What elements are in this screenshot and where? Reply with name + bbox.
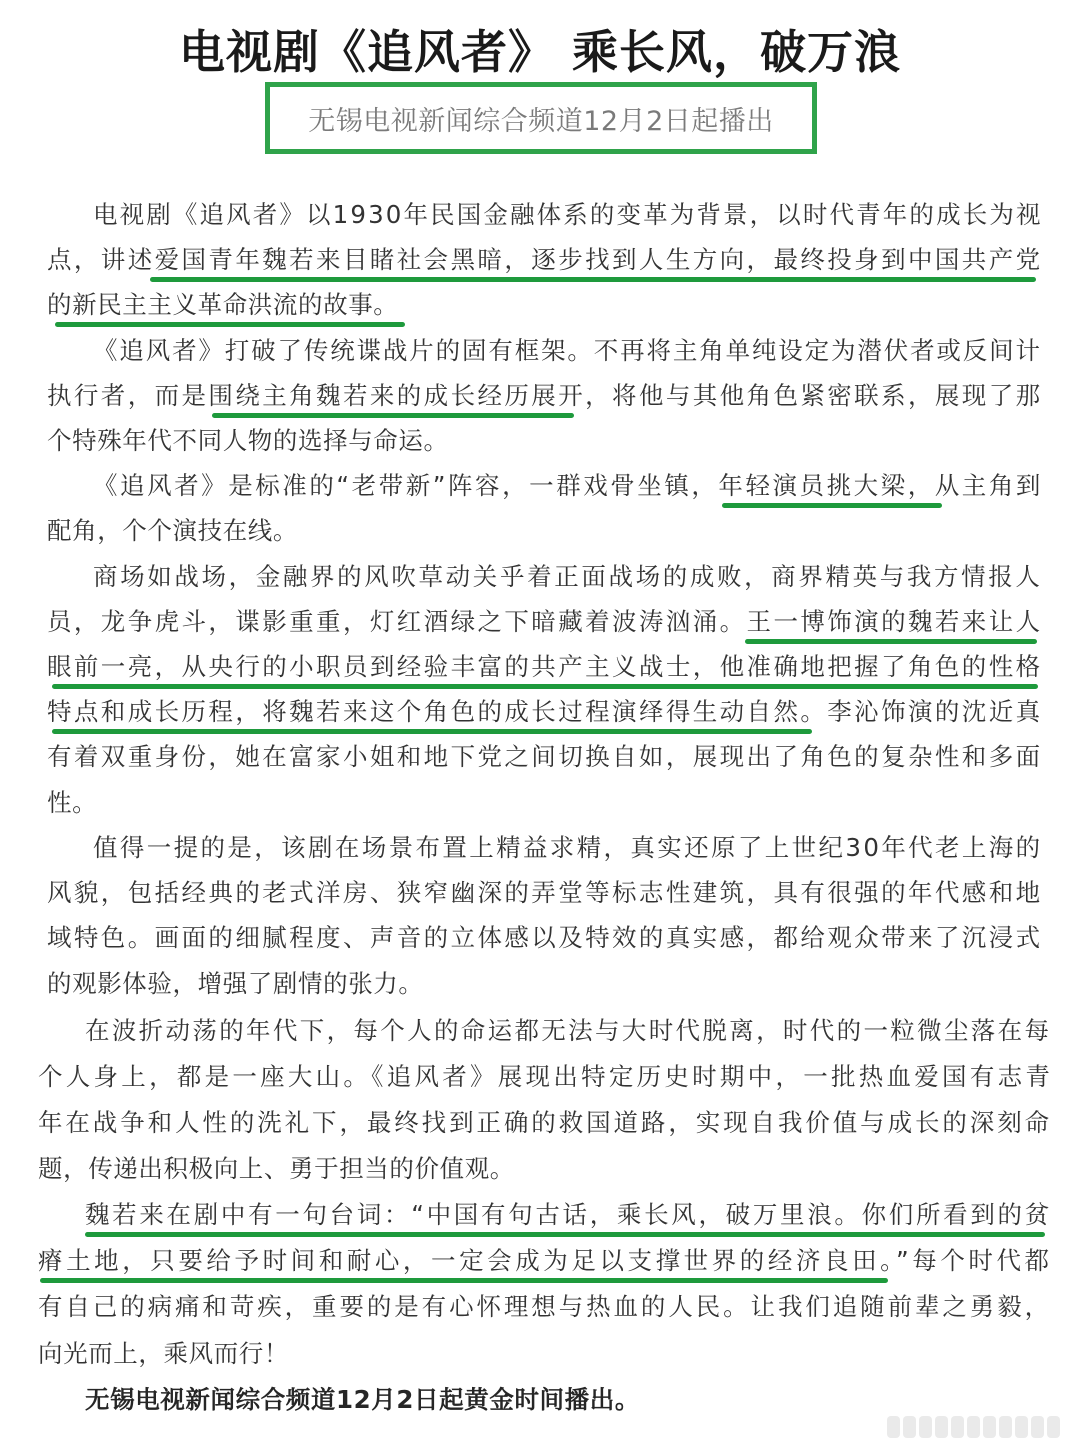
text-line: 年在战争和人性的洗礼下，最终找到正确的救国道路，实现自我价值与成长的深刻命 <box>38 1108 1053 1137</box>
scan-smudge <box>100 786 1020 812</box>
text-line: 眼前一亮，从央行的小职员到经验丰富的共产主义战士，他准确地把握了角色的性格 <box>47 652 1043 681</box>
underline-mark <box>722 503 942 508</box>
text-line: 的新民主主义革命洪流的故事。 <box>47 290 399 319</box>
text-line: 向光而上，乘风而行！ <box>38 1339 289 1368</box>
text-line: 的观影体验，增强了剧情的张力。 <box>47 969 424 998</box>
subtitle: 无锡电视新闻综合频道12月2日起播出 <box>308 105 774 137</box>
underline-mark <box>150 277 1036 282</box>
text-line: 瘠土地，只要给予时间和耐心，一定会成为足以支撑世界的经济良田。”每个时代都 <box>38 1246 1053 1275</box>
text-line: 魏若来在剧中有一句台词：“中国有句古话，乘长风，破万里浪。你们所看到的贫 <box>85 1200 1052 1229</box>
text-line: 题，传递出积极向上、勇于担当的价值观。 <box>38 1154 515 1183</box>
text-line: 有着双重身份，她在富家小姐和地下党之间切换自如，展现出了角色的复杂性和多面 <box>47 742 1043 771</box>
text-line: 电视剧《追风者》以1930年民国金融体系的变革为背景，以时代青年的成长为视 <box>93 200 1043 229</box>
text-line: 域特色。画面的细腻程度、声音的立体感以及特效的真实感，都给观众带来了沉浸式 <box>47 923 1043 952</box>
text-line: 值得一提的是，该剧在场景布置上精益求精，真实还原了上世纪30年代老上海的 <box>93 833 1043 862</box>
watermark-graphic <box>887 1416 1060 1438</box>
subtitle-highlight-box <box>265 82 817 154</box>
text-line: 特点和成长历程，将魏若来这个角色的成长过程演绎得生动自然。李沁饰演的沈近真 <box>47 697 1043 726</box>
text-line: 员，龙争虎斗，谍影重重，灯红酒绿之下暗藏着波涛汹涌。王一博饰演的魏若来让人 <box>47 607 1043 636</box>
text-line: 风貌，包括经典的老式洋房、狭窄幽深的弄堂等标志性建筑，具有很强的年代感和地 <box>47 878 1043 907</box>
underline-mark <box>40 1278 888 1283</box>
closing-line: 无锡电视新闻综合频道12月2日起黄金时间播出。 <box>85 1385 640 1414</box>
text-line: 《追风者》打破了传统谍战片的固有框架。不再将主角单纯设定为潜伏者或反间计 <box>93 336 1042 365</box>
underline-mark <box>85 1232 1045 1237</box>
text-line: 执行者，而是围绕主角魏若来的成长经历展开，将他与其他角色紧密联系，展现了那 <box>47 381 1043 410</box>
text-line: 性。 <box>47 788 98 817</box>
underline-mark <box>55 322 405 327</box>
text-line: 《追风者》是标准的“老带新”阵容，一群戏骨坐镇，年轻演员挑大梁，从主角到 <box>93 471 1043 500</box>
text-line: 在波折动荡的年代下，每个人的命运都无法与大时代脱离，时代的一粒微尘落在每 <box>85 1016 1052 1045</box>
text-line: 配角，个个演技在线。 <box>47 516 298 545</box>
text-line: 个特殊年代不同人物的选择与命运。 <box>47 426 449 455</box>
underline-mark <box>52 729 812 734</box>
page-title: 电视剧《追风者》 乘长风，破万浪 <box>178 25 901 79</box>
text-line: 点，讲述爱国青年魏若来目睹社会黑暗，逐步找到人生方向，最终投身到中国共产党 <box>47 245 1043 274</box>
underline-mark <box>52 684 1038 689</box>
underline-mark <box>212 413 574 418</box>
text-line: 有自己的病痛和苛疾，重要的是有心怀理想与热血的人民。让我们追随前辈之勇毅， <box>38 1292 1053 1321</box>
text-line: 个人身上，都是一座大山。《追风者》展现出特定历史时期中，一批热血爱国有志青 <box>38 1062 1054 1091</box>
underline-mark <box>745 639 1037 644</box>
text-line: 商场如战场，金融界的风吹草动关乎着正面战场的成败，商界精英与我方情报人 <box>93 562 1043 591</box>
